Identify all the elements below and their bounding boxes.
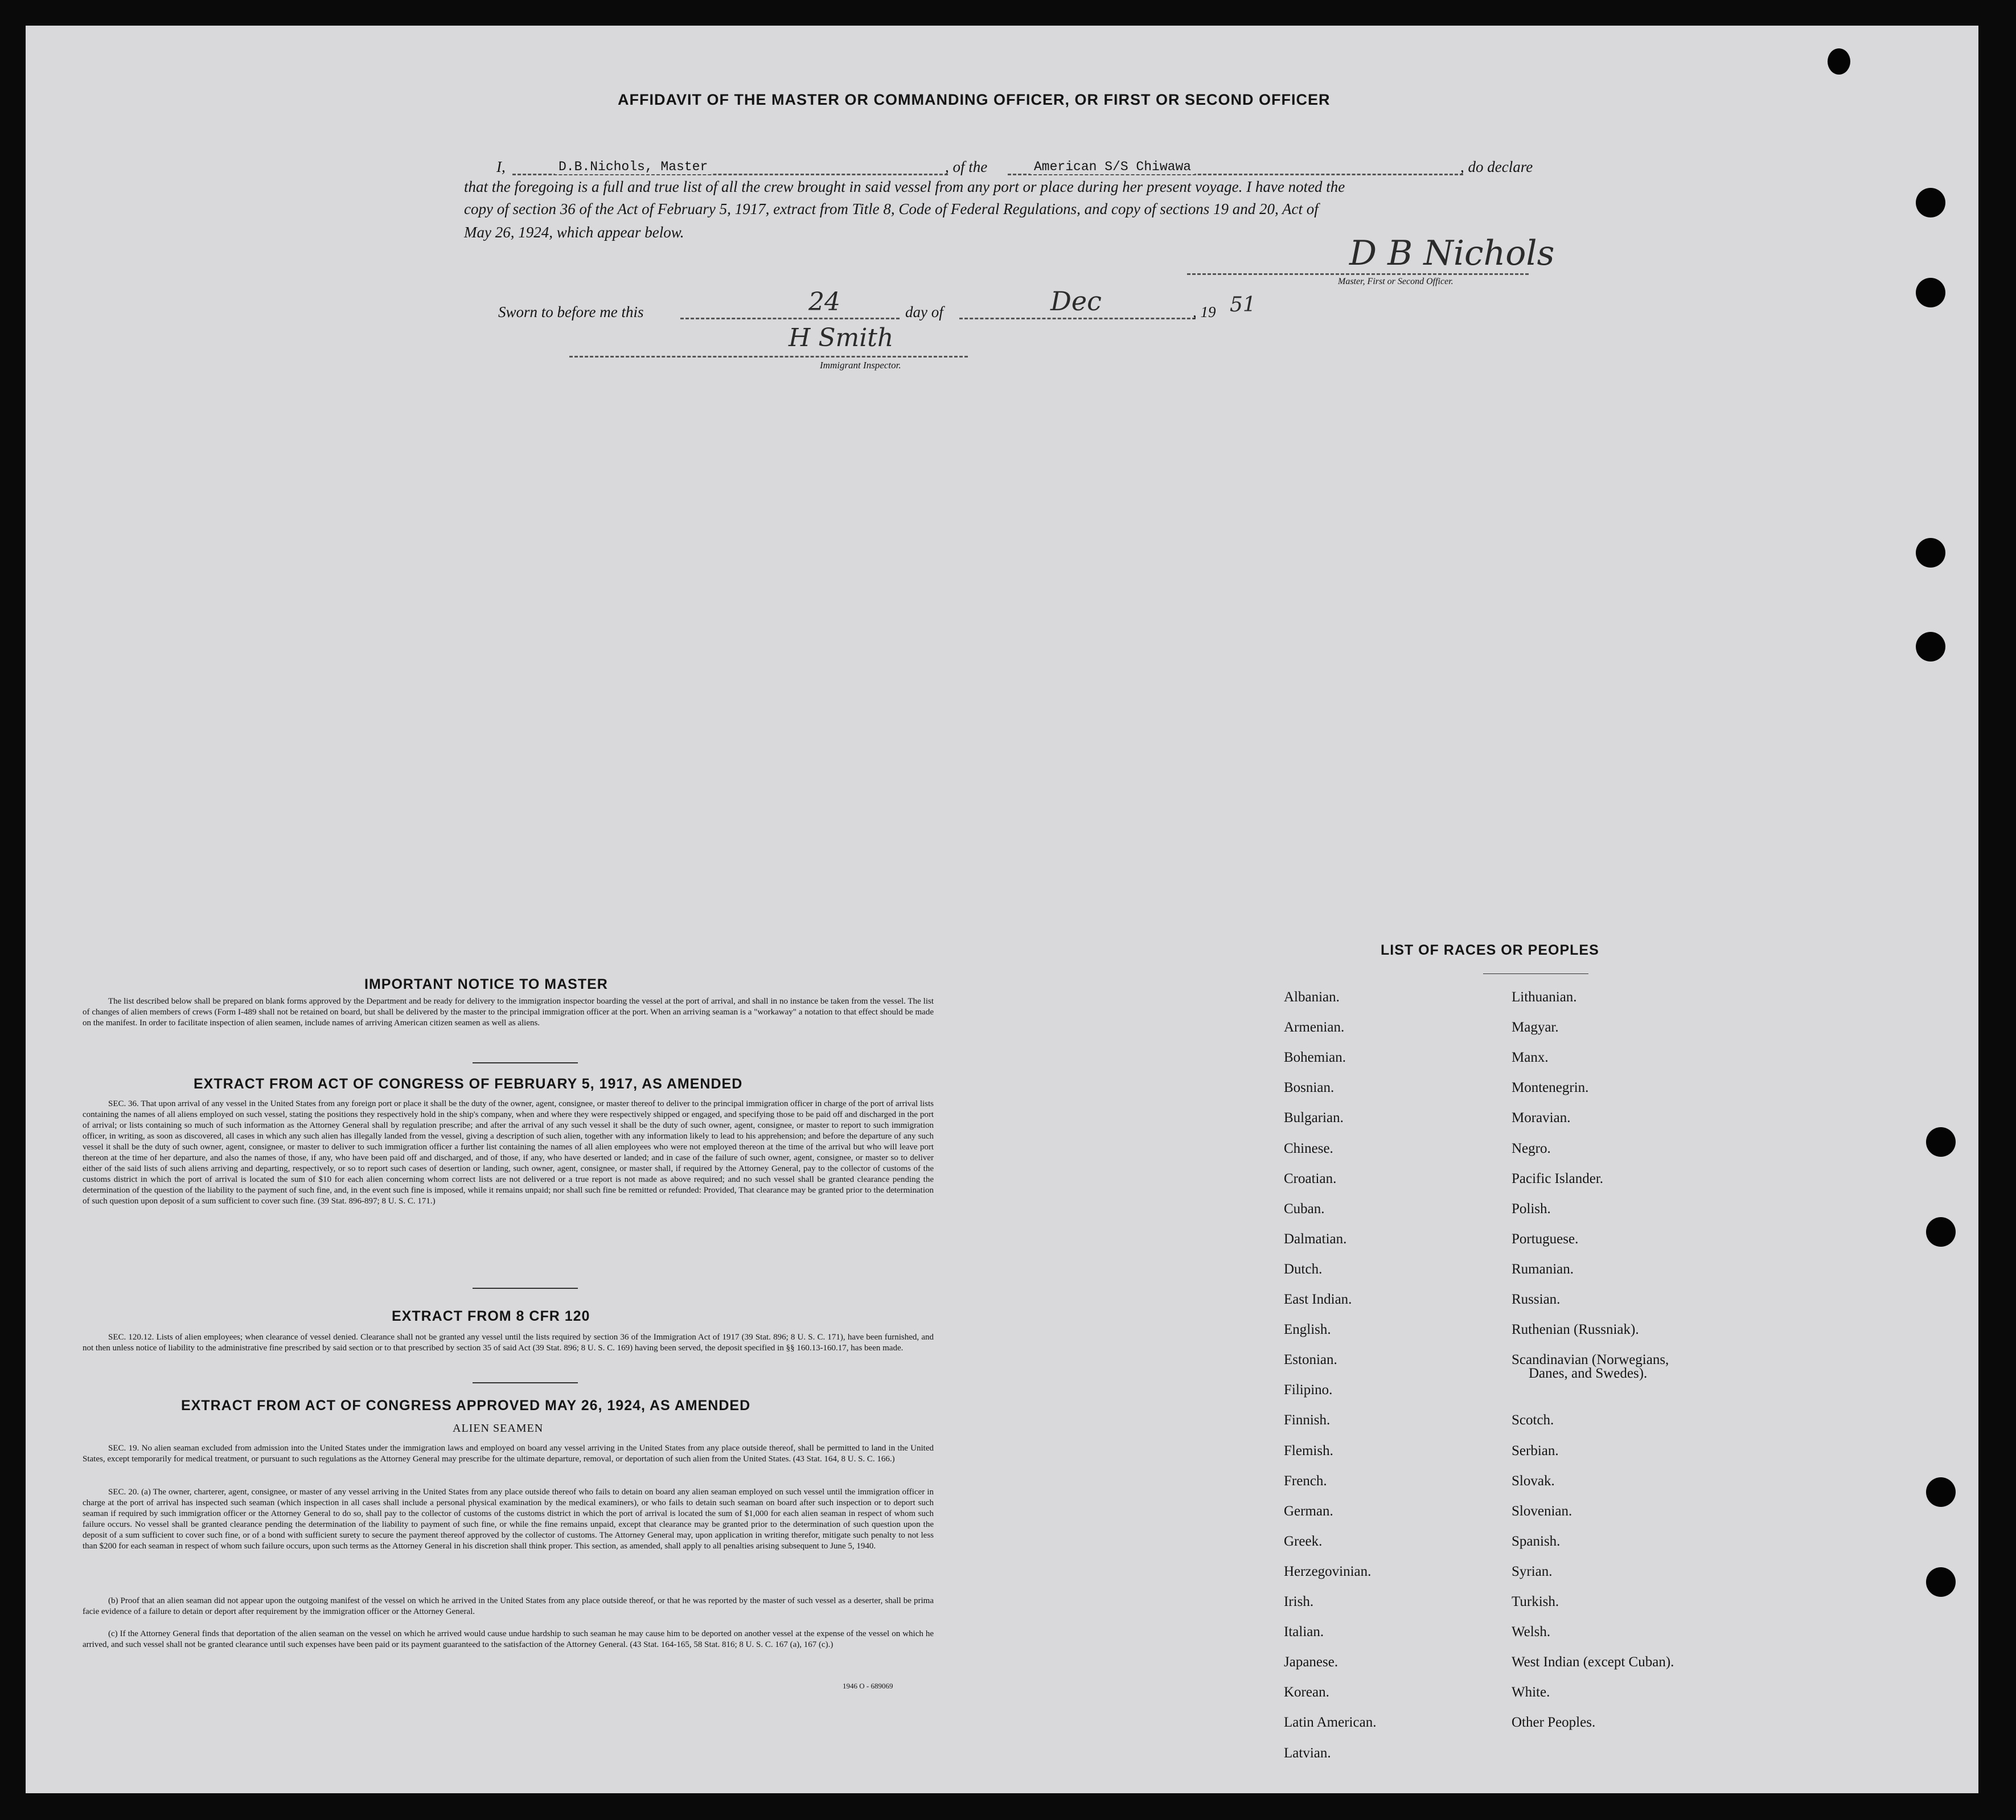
race-entry: West Indian (except Cuban). <box>1512 1654 1674 1670</box>
race-entry: Estonian. <box>1284 1352 1337 1368</box>
race-entry: Magyar. <box>1512 1020 1559 1036</box>
race-entry: Latvian. <box>1284 1745 1331 1761</box>
punch-hole <box>1926 1477 1956 1507</box>
affidavit-i-label: I, <box>496 158 506 175</box>
race-entry: Greek. <box>1284 1533 1323 1549</box>
races-title: LIST OF RACES OR PEOPLES <box>1381 942 1599 958</box>
punch-hole <box>1926 1217 1956 1247</box>
punch-hole <box>1916 278 1945 307</box>
race-entry: Albanian. <box>1284 989 1340 1005</box>
race-entry: Croatian. <box>1284 1170 1337 1186</box>
race-entry: Bulgarian. <box>1284 1110 1344 1126</box>
day-of-label: day of <box>905 303 943 321</box>
race-entry: Latin American. <box>1284 1715 1377 1731</box>
race-entry: Ruthenian (Russniak). <box>1512 1322 1639 1338</box>
race-entry: Rumanian. <box>1512 1261 1574 1277</box>
inspector-caption: Immigrant Inspector. <box>820 360 901 371</box>
race-entry: Scotch. <box>1512 1412 1554 1428</box>
extract-1924-sec20b: (b) Proof that an alien seaman did not appear upon the outgoing manifest of the vessel on which he arrived in the United States from any place outside thereof, or that he was reported by the master of such vessel as a deserter, shall be prima facie evidence of a failure to detain or deport after requirement by the immigration officer or the Attorney General. <box>83 1596 934 1616</box>
sworn-month: Dec <box>1050 286 1102 317</box>
race-entry: French. <box>1284 1473 1327 1489</box>
notice-body: The list described below shall be prepared on blank forms approved by the Department and be ready for delivery to the immigration inspector boarding the vessel at the port of arrival, and shall in no instance be taken from the vessel. The list of changes of alien members of crews (Form I-489 shall not be retained on board, but shall be delivered by the master to the principal immigration officer at the port. When an arriving seaman is a "workaway" a notation to that effect should be made on the manifest. In order to facilitate inspection of alien seamen, include names of arriving American citizen seamen as well as aliens. <box>83 997 934 1028</box>
vessel-name: American S/S Chiwawa <box>1030 159 1194 174</box>
punch-hole <box>1916 538 1945 568</box>
affidavit-line-4: May 26, 1924, which appear below. <box>464 224 684 241</box>
race-entry: Syrian. <box>1512 1563 1553 1579</box>
divider <box>473 1382 578 1383</box>
extract-cfr-title: EXTRACT FROM 8 CFR 120 <box>392 1308 590 1324</box>
race-entry: Dutch. <box>1284 1261 1323 1277</box>
sworn-day: 24 <box>808 287 840 317</box>
race-entry: Italian. <box>1284 1624 1324 1640</box>
race-entry: English. <box>1284 1322 1331 1338</box>
affidavit-line-2: that the foregoing is a full and true list of all the crew brought in said vessel from any port or place during her present voyage. I have noted the <box>464 178 1345 195</box>
race-entry: White. <box>1512 1685 1550 1700</box>
divider <box>473 1062 578 1063</box>
race-entry: Cuban. <box>1284 1201 1325 1217</box>
master-name: D.B.Nichols, Master <box>555 159 711 174</box>
extract-1924-sec19: SEC. 19. No alien seaman excluded from admission into the United States under the immigration laws and employed on board any vessel arriving in the United States from any place outside thereof, shall be permitted to land in the United States, except temporarily for medical treatment, or pursuant to such regulations as the Attorney General may prescribe for the ultimate departure, removal, or deportation of such alien from the United States. (43 Stat. 164, 8 U. S. C. 166.) <box>83 1444 934 1464</box>
race-entry: Filipino. <box>1284 1382 1333 1398</box>
race-entry: Serbian. <box>1512 1443 1559 1459</box>
race-entry: Moravian. <box>1512 1110 1571 1126</box>
race-entry: Chinese. <box>1284 1140 1333 1156</box>
race-entry: German. <box>1284 1503 1333 1519</box>
extract-1917-body: SEC. 36. That upon arrival of any vessel in the United States from any foreign port or place it shall be the duty of the owner, agent, consignee, or master thereof to deliver to the principal immigration officer in charge of the port of arrival lists containing the names of all aliens employed on such vessel, stating the positions they respectively hold in the ship's company, when and where they were respectively shipped or engaged, and specifying those to be paid off and discharged in the port of arrival; or lists containing so much of such information as the Attorney General shall by regulation prescribe; and after the arrival of any such vessel it shall be the duty of such owner, agent, consignee, or master to report to such immigration officer, in writing, as soon as discovered, all cases in which any such alien has illegally landed from the vessel, giving a description of such alien, together with any information likely to lead to his apprehension; and before the departure of any such vessel it shall be the duty of such owner, agent, consignee, or master to deliver to such immigration officer a further list containing the names of all alien employees who were not employed thereon at the time of the arrival but who will leave port thereon at the time of her departure, and also the names of those, if any, who have been paid off and discharged, and of those, if any, who have deserted or landed; and in case of the failure of such owner, agent, consignee, or master so to deliver either of the said lists of such aliens arriving and departing, respectively, or so to report such cases of desertion or landing, such owner, agent, consignee, or master shall, if required by the Attorney General, pay to the collector of customs of the customs district in which the port of arrival is located the sum of $10 for each alien concerning whom correct lists are not delivered or a true report is not made as above required; and no such vessel shall be granted clearance pending the determination of the question of the liability to the payment of such fine, and, in the event such fine is imposed, while it remains unpaid; nor shall such fine be remitted or refunded: Provided, That clearance may be granted prior to the determination of such question upon deposit of a sum sufficient to cover such fine. (39 Stat. 896-897; 8 U. S. C. 171.) <box>83 1099 934 1206</box>
race-entry: Montenegrin. <box>1512 1080 1589 1096</box>
extract-1924-title: EXTRACT FROM ACT OF CONGRESS APPROVED MAY 26, 1924, AS AMENDED <box>181 1398 751 1414</box>
punch-hole <box>1926 1127 1956 1157</box>
race-entry: East Indian. <box>1284 1292 1352 1307</box>
inspector-signature: H Smith <box>789 323 894 352</box>
race-entry: Lithuanian. <box>1512 989 1577 1005</box>
alien-seamen-subtitle: ALIEN SEAMEN <box>453 1422 544 1435</box>
inspector-signature-line <box>569 356 968 358</box>
year-suffix: 51 <box>1230 293 1256 317</box>
affidavit-title: AFFIDAVIT OF THE MASTER OR COMMANDING OFFICER, OR FIRST OR SECOND OFFICER <box>618 91 1331 108</box>
race-entry: Bohemian. <box>1284 1050 1346 1066</box>
master-signature: D B Nichols <box>1349 233 1555 273</box>
affidavit-line-3: copy of section 36 of the Act of February 5, 1917, extract from Title 8, Code of Federal Regulations, and copy of sections 19 and 20, Act of <box>464 200 1319 217</box>
extract-1917-title: EXTRACT FROM ACT OF CONGRESS OF FEBRUARY 5, 1917, AS AMENDED <box>194 1076 743 1092</box>
notice-title: IMPORTANT NOTICE TO MASTER <box>364 976 608 992</box>
punch-hole <box>1916 188 1945 217</box>
race-entry: Scandinavian (Norwegians, <box>1512 1352 1669 1368</box>
race-entry: Spanish. <box>1512 1533 1561 1549</box>
race-entry: Korean. <box>1284 1685 1329 1700</box>
divider <box>1483 973 1588 974</box>
do-declare-label: , do declare <box>1460 158 1533 175</box>
race-entry: Portuguese. <box>1512 1231 1579 1247</box>
race-entry: Finnish. <box>1284 1412 1331 1428</box>
divider <box>473 1288 578 1289</box>
race-entry: Flemish. <box>1284 1443 1333 1459</box>
race-entry: Negro. <box>1512 1140 1551 1156</box>
punch-hole <box>1916 632 1945 662</box>
print-imprint: 1946 O - 689069 <box>843 1682 893 1690</box>
master-signature-line <box>1187 273 1529 275</box>
of-the-label: , of the <box>945 158 988 175</box>
race-entry: Slovak. <box>1512 1473 1555 1489</box>
race-entry: Bosnian. <box>1284 1080 1335 1096</box>
punch-hole <box>1828 48 1850 75</box>
master-signature-caption: Master, First or Second Officer. <box>1338 277 1454 286</box>
race-entry: Slovenian. <box>1512 1503 1572 1519</box>
race-entry: Japanese. <box>1284 1654 1338 1670</box>
race-entry: Pacific Islander. <box>1512 1170 1604 1186</box>
punch-hole <box>1926 1567 1956 1597</box>
race-entry: Dalmatian. <box>1284 1231 1347 1247</box>
sworn-month-line <box>959 318 1196 319</box>
race-entry: Russian. <box>1512 1292 1561 1307</box>
extract-1924-sec20a: SEC. 20. (a) The owner, charterer, agent, consignee, or master of any vessel arriving in the United States from any place outside thereof who fails to detain on board any alien seaman employed on such vessel until the immigration officer in charge at the port of arrival has inspected such seaman (which inspection in all cases shall include a personal physical examination by the medical examiners), or who fails to detain such seaman on board after such inspection or to deport such seaman if required by such immigration officer or the Attorney General to do so, shall pay to the collector of customs of the customs district in which the port of arrival is located the sum of $1,000 for each alien seaman in respect of whom such failure occurs. No vessel shall be granted clearance pending the determination of the liability to payment of such fine, or while the fine remains unpaid, except that clearance may be granted prior to the determination of such question upon the deposit of a sum sufficient to cover such fine, or of a bond with sufficient surety to secure the payment thereof approved by the collector of customs. The Attorney General may, upon application in writing therefor, mitigate such penalty to not less than $200 for each seaman in respect of whom such failure occurs, upon such terms as the Attorney General in his discretion shall think proper. This section, as amended, shall apply to all penalties arising subsequent to June 5, 1940. <box>83 1488 934 1551</box>
race-entry: Turkish. <box>1512 1594 1559 1609</box>
race-entry: Armenian. <box>1284 1020 1345 1036</box>
race-entry: Welsh. <box>1512 1624 1551 1640</box>
race-entry: Polish. <box>1512 1201 1551 1217</box>
race-entry: Danes, and Swedes). <box>1529 1366 1648 1382</box>
race-entry: Manx. <box>1512 1050 1549 1066</box>
race-entry: Other Peoples. <box>1512 1715 1596 1731</box>
race-entry: Herzegovinian. <box>1284 1563 1372 1579</box>
extract-cfr-body: SEC. 120.12. Lists of alien employees; when clearance of vessel denied. Clearance shall not be granted any vessel until the lists required by section 36 of the Immigration Act of 1917 (39 Stat. 896; 8 U. S. C. 171), have been furnished, and not then unless notice of liability to the administrative fine prescribed by said section or to that prescribed by section 35 of said Act (39 Stat. 896; 8 U. S. C. 169) having been served, the deposit specified in §§ 160.13-160.17, has been made. <box>83 1333 934 1353</box>
extract-1924-sec20c: (c) If the Attorney General finds that deportation of the alien seaman on the vessel on which he arrived would cause undue hardship to such seaman he may cause him to be deported on another vessel at the expense of the vessel on which he arrived, and such vessel shall not be granted clearance until such expenses have been paid or its payment guaranteed to the satisfaction of the Attorney General. (43 Stat. 164-165, 58 Stat. 816; 8 U. S. C. 167 (a), 167 (c).) <box>83 1629 934 1649</box>
sworn-label: Sworn to before me this <box>498 303 644 321</box>
race-entry: Irish. <box>1284 1594 1314 1609</box>
sworn-day-line <box>680 318 900 319</box>
year-prefix: , 19 <box>1193 303 1216 321</box>
